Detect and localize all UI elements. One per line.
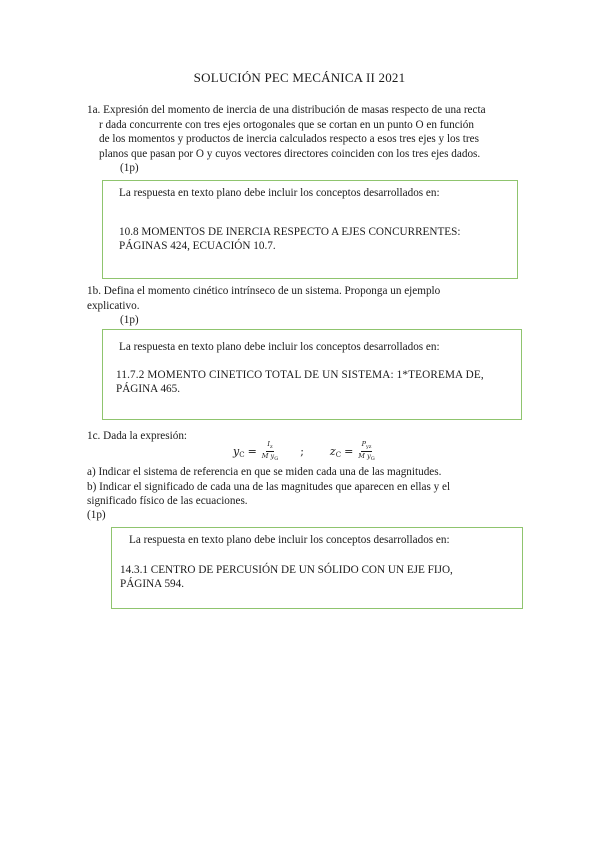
answer-box-1c xyxy=(111,527,523,609)
answer-box-1c-line-2: PÁGINA 594. xyxy=(120,578,185,590)
question-1c-intro: 1c. Dada la expresión: xyxy=(87,430,188,442)
question-1b-line-2: explicativo. xyxy=(87,299,140,312)
question-1c-part-b-line-1: b) Indicar el significado de cada una de las magnitudes que aparecen en ellas y el xyxy=(87,480,451,493)
page-title: SOLUCIÓN PEC MECÁNICA II 2021 xyxy=(193,70,406,85)
formula-separator: ; xyxy=(300,445,304,458)
answer-box-1b xyxy=(102,329,522,420)
answer-box-1b-line-2: PÁGINA 465. xyxy=(116,383,181,395)
question-1a-line-2: r dada concurrente con tres ejes ortogonales que se cortan en un punto O en función xyxy=(99,118,474,131)
answer-box-1a-intro: La respuesta en texto plano debe incluir los conceptos desarrollados en: xyxy=(119,187,440,199)
question-1b-line-1: 1b. Defina el momento cinético intrínseco de un sistema. Proponga un ejemplo xyxy=(87,285,441,297)
question-1a-line-3: de los momentos y productos de inercia calculados respecto a esos tres ejes y los tres xyxy=(99,133,479,145)
question-1c-points: (1p) xyxy=(87,509,106,521)
question-1c-part-a: a) Indicar el sistema de referencia en que se miden cada una de las magnitudes. xyxy=(87,466,442,478)
answer-box-1c-line-1: 14.3.1 CENTRO DE PERCUSIÓN DE UN SÓLIDO CON UN EJE FIJO, xyxy=(120,564,453,576)
formula-y-fraction: $\frac{I_z}{M y_G}$ xyxy=(261,440,279,462)
question-1c-part-b-line-2: significado físico de las ecuaciones. xyxy=(87,495,248,507)
question-1b-points: (1p) xyxy=(120,314,139,326)
answer-box-1a-line-1: 10.8 MOMENTOS DE INERCIA RESPECTO A EJES CONCURRENTES: xyxy=(119,226,461,238)
question-1a-line-1: 1a. Expresión del momento de inercia de una distribución de masas respecto de una recta xyxy=(87,104,486,116)
formula-z-fraction: $\frac{P_{yz}}{M y_G}$ xyxy=(358,440,375,462)
answer-box-1b-intro: La respuesta en texto plano debe incluir los conceptos desarrollados en: xyxy=(119,341,440,353)
question-1a-line-4: planos que pasan por O y cuyos vectores directores coinciden con los tres ejes dados. xyxy=(99,147,481,160)
answer-box-1a-line-2: PÁGINAS 424, ECUACIÓN 10.7. xyxy=(119,240,276,252)
question-1a-points: (1p) xyxy=(120,162,139,174)
formula-y-lhs: $y_C$ xyxy=(233,444,245,459)
formula-z-lhs: $z_C$ xyxy=(329,444,342,459)
centroid-formula: $y_C$ = $\frac{I_z}{M y_G}$ ; $z_C$ = $\frac{P_{yz}}{M y_G}$ xyxy=(233,440,375,462)
answer-box-1c-intro: La respuesta en texto plano debe incluir los conceptos desarrollados en: xyxy=(129,534,450,546)
answer-box-1b-line-1: 11.7.2 MOMENTO CINETICO TOTAL DE UN SISTEMA: 1*TEOREMA DE, xyxy=(116,369,484,381)
answer-box-1a xyxy=(102,180,518,279)
